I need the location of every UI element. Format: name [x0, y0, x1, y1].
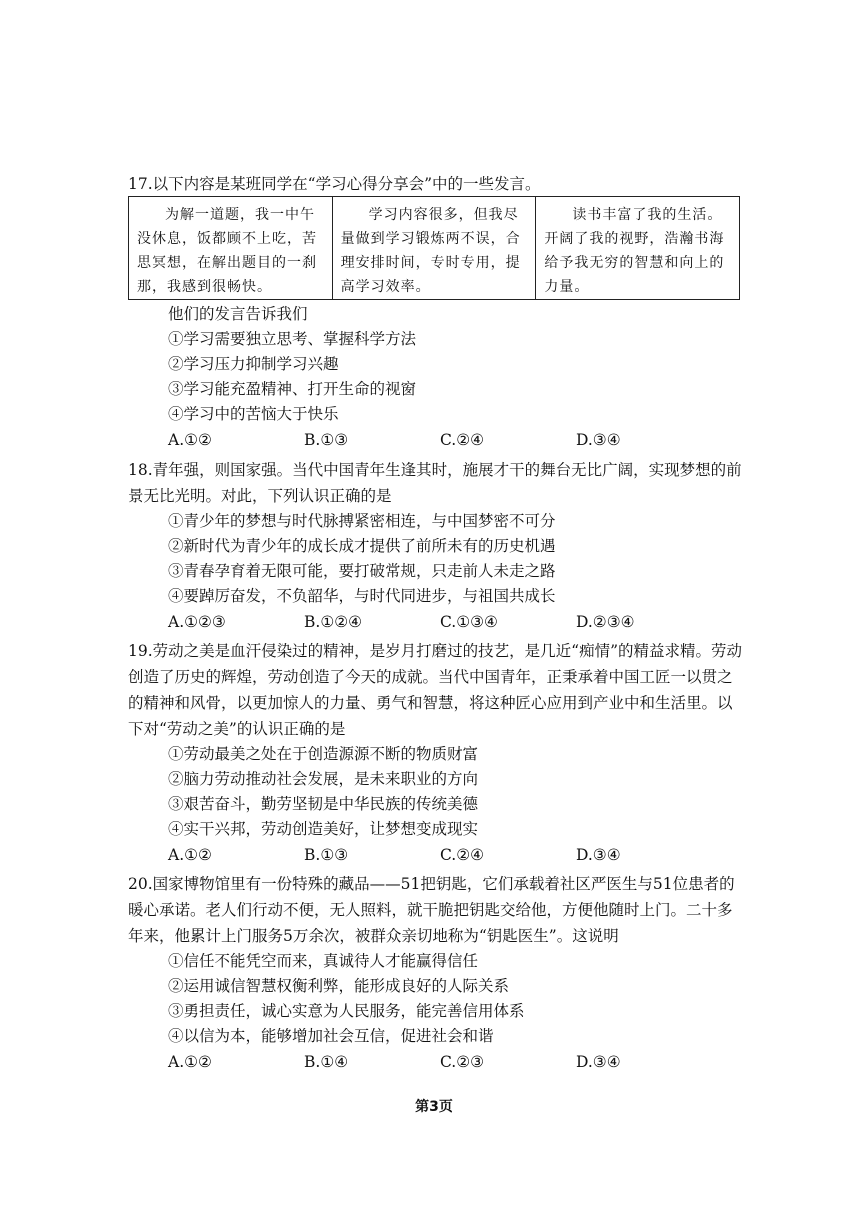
choice-17-d[interactable]: D.③④: [576, 431, 621, 449]
choices-18: [168, 609, 742, 635]
question-20-stem: 20.国家博物馆里有一份特殊的藏品——51把钥匙，它们承载着社区严医生与51位患者的暖心承诺。老人们行动不便，无人照料，就干脆把钥匙交给他，方便他随时上门。二十多年来，他累计上门服务5万余次，被群众亲切地称为“钥匙医生”。这说明: [128, 875, 735, 945]
option-18-4: ④要踔厉奋发，不负韶华，与时代同进步，与祖国共成长: [168, 587, 556, 605]
question-17-lead: 他们的发言告诉我们: [168, 305, 308, 323]
choices-20: [168, 1049, 742, 1075]
choice-18-a[interactable]: A.①②③: [168, 613, 226, 631]
choice-18-d[interactable]: D.②③④: [576, 613, 635, 631]
choice-20-d[interactable]: D.③④: [576, 1053, 621, 1071]
option-19-4: ④实干兴邦，劳动创造美好，让梦想变成现实: [168, 820, 479, 838]
choices-17: [168, 427, 742, 453]
option-20-2: ②运用诚信智慧权衡利弊，能形成良好的人际关系: [168, 977, 510, 995]
choice-19-a[interactable]: A.①②: [168, 846, 212, 864]
option-18-2: ②新时代为青少年的成长成才提供了前所未有的历史机遇: [168, 537, 556, 555]
page-number: 第3页: [415, 1099, 453, 1115]
option-19-1: ①劳动最美之处在于创造源源不断的物质财富: [168, 745, 479, 763]
option-17-1: ①学习需要独立思考、掌握科学方法: [168, 330, 417, 348]
question-20: [128, 871, 742, 1075]
speech-cell-3: 读书丰富了我的生活。开阔了我的视野，浩瀚书海给予我无穷的智慧和向上的力量。: [544, 207, 725, 295]
option-20-4: ④以信为本，能够增加社会互信，促进社会和谐: [168, 1027, 494, 1045]
question-17-stem: 17.以下内容是某班同学在“学习心得分享会”中的一些发言。: [128, 175, 541, 193]
option-19-2: ②脑力劳动推动社会发展，是未来职业的方向: [168, 770, 479, 788]
speech-cell-2: 学习内容很多，但我尽量做到学习锻炼两不误，合理安排时间，专时专用，提高学习效率。: [333, 197, 537, 299]
option-20-3: ③勇担责任，诚心实意为人民服务，能完善信用体系: [168, 1002, 525, 1020]
speech-cell-1: 为解一道题，我一中午没休息，饭都顾不上吃，苦思冥想，在解出题目的一刹那，我感到很畅快。: [129, 197, 333, 299]
question-17-body: [128, 302, 742, 453]
choice-20-a[interactable]: A.①②: [168, 1053, 212, 1071]
choice-19-b[interactable]: B.①③: [304, 846, 349, 864]
question-19: [128, 638, 742, 868]
option-18-3: ③青春孕育着无限可能，要打破常规，只走前人未走之路: [168, 562, 556, 580]
choice-17-c[interactable]: C.②④: [440, 431, 485, 449]
question-18-stem: 18.青年强，则国家强。当代中国青年生逢其时，施展才干的舞台无比广阔，实现梦想的前景无比光明。对此，下列认识正确的是: [128, 461, 742, 505]
option-20-1: ①信任不能凭空而来，真诚待人才能赢得信任: [168, 952, 479, 970]
option-19-3: ③艰苦奋斗，勤劳坚韧是中华民族的传统美德: [168, 795, 479, 813]
choice-20-c[interactable]: C.②③: [440, 1053, 485, 1071]
choices-19: [168, 842, 742, 868]
question-18: [128, 457, 742, 635]
choice-19-d[interactable]: D.③④: [576, 846, 621, 864]
question-19-stem: 19.劳动之美是血汗侵染过的精神，是岁月打磨过的技艺，是几近“痴情”的精益求精。劳动创造了历史的辉煌，劳动创造了今天的成就。当代中国青年，正秉承着中国工匠一以贯之的精神和风骨，以更加惊人的力量、勇气和智慧，将这种匠心应用到产业中和生活里。以下对“劳动之美”的认识正确的是: [128, 642, 743, 738]
choice-19-c[interactable]: C.②④: [440, 846, 485, 864]
option-17-4: ④学习中的苦恼大于快乐: [168, 405, 339, 423]
choice-17-a[interactable]: A.①②: [168, 431, 212, 449]
option-18-1: ①青少年的梦想与时代脉搏紧密相连，与中国梦密不可分: [168, 512, 556, 530]
choice-17-b[interactable]: B.①③: [304, 431, 349, 449]
choice-20-b[interactable]: B.①④: [304, 1053, 349, 1071]
choice-18-c[interactable]: C.①③④: [440, 613, 498, 631]
question-17: [128, 171, 742, 197]
choice-18-b[interactable]: B.①②④: [304, 613, 363, 631]
option-17-3: ③学习能充盈精神、打开生命的视窗: [168, 380, 417, 398]
speech-table: [128, 196, 740, 300]
option-17-2: ②学习压力抑制学习兴趣: [168, 355, 339, 373]
